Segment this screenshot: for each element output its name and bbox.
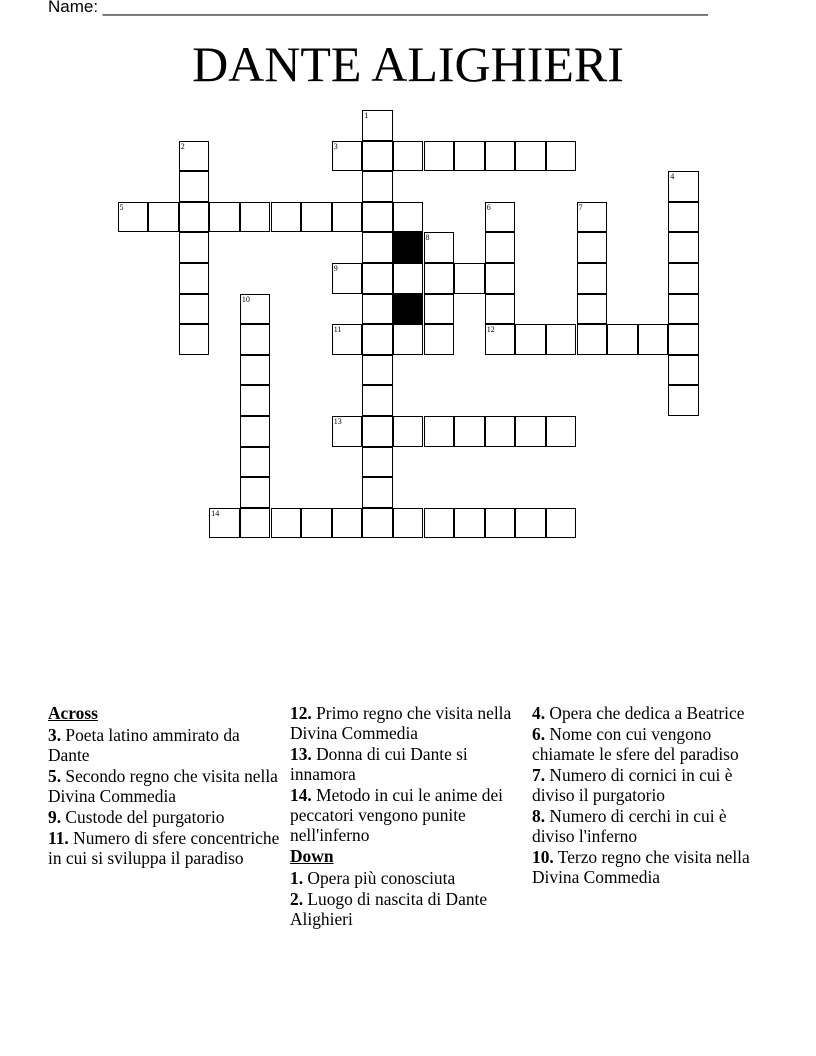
black-square — [393, 294, 424, 325]
grid-cell[interactable] — [424, 294, 455, 325]
grid-cell[interactable] — [638, 324, 669, 355]
clue-text: Opera che dedica a Beatrice — [549, 703, 745, 723]
grid-cell[interactable] — [424, 416, 455, 447]
grid-cell[interactable] — [546, 324, 577, 355]
clue-number: 10. — [532, 847, 554, 867]
grid-cell[interactable] — [209, 202, 240, 233]
clue-number: 11. — [48, 828, 69, 848]
clue-number: 7. — [532, 765, 546, 785]
grid-cell[interactable] — [271, 202, 302, 233]
clue-number-label: 2 — [180, 141, 185, 151]
black-square — [393, 232, 424, 263]
grid-cell[interactable] — [179, 263, 210, 294]
clue-across-14 — [290, 785, 522, 845]
grid-cell[interactable] — [577, 294, 608, 325]
clue-number: 5. — [48, 766, 62, 786]
grid-cell[interactable] — [515, 416, 546, 447]
clue-number: 1. — [290, 868, 304, 888]
grid-cell[interactable] — [393, 416, 424, 447]
clue-down-1 — [290, 868, 522, 888]
grid-cell[interactable] — [485, 263, 516, 294]
clue-number-label: 6 — [486, 202, 491, 212]
grid-cell[interactable] — [454, 508, 485, 539]
clue-number: 8. — [532, 806, 546, 826]
down-heading: Down — [290, 846, 334, 866]
clue-number: 9. — [48, 807, 62, 827]
grid-cell[interactable] — [332, 141, 363, 172]
grid-cell[interactable] — [515, 141, 546, 172]
clue-across-11 — [48, 828, 280, 868]
clues-column-3 — [532, 703, 764, 888]
grid-cell[interactable] — [424, 141, 455, 172]
grid-cell[interactable] — [424, 324, 455, 355]
grid-cell[interactable] — [485, 416, 516, 447]
grid-cell[interactable] — [362, 508, 393, 539]
name-field: Name: ________________________________________________________________ — [48, 0, 708, 16]
grid-cell[interactable] — [271, 508, 302, 539]
grid-cell[interactable] — [179, 171, 210, 202]
grid-cell[interactable] — [240, 508, 271, 539]
grid-cell[interactable] — [362, 324, 393, 355]
grid-cell[interactable] — [240, 477, 271, 508]
grid-cell[interactable] — [668, 385, 699, 416]
grid-cell[interactable] — [393, 202, 424, 233]
grid-cell[interactable] — [485, 294, 516, 325]
grid-cell[interactable] — [668, 294, 699, 325]
clue-number-label: 14 — [211, 508, 220, 518]
grid-cell[interactable] — [362, 141, 393, 172]
clue-across-12 — [290, 703, 522, 743]
clue-text: Secondo regno che visita nella Divina Commedia — [48, 766, 278, 806]
clue-text: Poeta latino ammirato da Dante — [48, 725, 240, 765]
clue-across-5 — [48, 766, 280, 806]
grid-cell[interactable] — [362, 416, 393, 447]
grid-cell[interactable] — [577, 202, 608, 233]
clue-down-6 — [532, 724, 764, 764]
grid-cell[interactable] — [454, 263, 485, 294]
grid-cell[interactable] — [577, 232, 608, 263]
clue-number-label: 8 — [425, 233, 430, 243]
grid-cell[interactable] — [240, 385, 271, 416]
clue-text: Terzo regno che visita nella Divina Commedia — [532, 847, 750, 887]
clue-number-label: 9 — [333, 264, 338, 273]
grid-cell[interactable] — [424, 508, 455, 539]
clue-number-label: 4 — [670, 172, 675, 182]
grid-cell[interactable] — [179, 294, 210, 325]
clue-number-label: 3 — [333, 141, 338, 151]
grid-cell[interactable] — [668, 263, 699, 294]
grid-cell[interactable] — [179, 232, 210, 263]
clue-down-10 — [532, 847, 764, 887]
grid-cell[interactable] — [179, 141, 210, 172]
grid-cell[interactable] — [148, 202, 179, 233]
grid-cell[interactable] — [362, 171, 393, 202]
grid-cell[interactable] — [485, 324, 516, 355]
grid-cell[interactable] — [240, 324, 271, 355]
grid-cell[interactable] — [454, 141, 485, 172]
clue-across-13 — [290, 744, 522, 784]
grid-cell[interactable] — [362, 294, 393, 325]
grid-cell[interactable] — [424, 263, 455, 294]
clue-text: Numero di cerchi in cui è diviso l'inferno — [532, 806, 727, 846]
clue-text: Primo regno che visita nella Divina Commedia — [290, 703, 512, 743]
grid-cell[interactable] — [393, 508, 424, 539]
grid-cell[interactable] — [485, 232, 516, 263]
clue-text: Metodo in cui le anime dei peccatori vengono punite nell'inferno — [290, 785, 504, 845]
clue-text: Luogo di nascita di Dante Alighieri — [290, 889, 488, 929]
grid-cell[interactable] — [362, 477, 393, 508]
clues-column-2 — [290, 703, 522, 930]
clue-text: Donna di cui Dante si innamora — [290, 744, 468, 784]
grid-cell[interactable] — [393, 324, 424, 355]
clue-number-label: 7 — [578, 202, 583, 212]
grid-cell[interactable] — [668, 324, 699, 355]
clue-down-2 — [290, 889, 522, 929]
grid-cell[interactable] — [668, 171, 699, 202]
grid-cell[interactable] — [240, 294, 271, 325]
clue-number: 13. — [290, 744, 312, 764]
clue-number-label: 5 — [119, 202, 124, 212]
grid-cell[interactable] — [362, 232, 393, 263]
clue-number: 6. — [532, 724, 546, 744]
grid-cell[interactable] — [485, 202, 516, 233]
clue-down-4 — [532, 703, 764, 723]
grid-cell[interactable] — [515, 508, 546, 539]
grid-cell[interactable] — [362, 202, 393, 233]
clue-number-label: 10 — [241, 294, 250, 304]
grid-cell[interactable] — [362, 355, 393, 386]
clue-number-label: 12 — [486, 325, 495, 335]
clue-number: 3. — [48, 725, 62, 745]
grid-cell[interactable] — [362, 447, 393, 478]
grid-cell[interactable] — [393, 141, 424, 172]
grid-cell[interactable] — [668, 355, 699, 386]
clues-column-1 — [48, 703, 280, 869]
grid-cell[interactable] — [485, 508, 516, 539]
grid-cell[interactable] — [332, 324, 363, 355]
grid-cell[interactable] — [515, 324, 546, 355]
grid-cell[interactable] — [362, 263, 393, 294]
grid-cell[interactable] — [240, 447, 271, 478]
across-heading: Across — [48, 703, 98, 723]
grid-cell[interactable] — [485, 141, 516, 172]
clue-number: 12. — [290, 703, 312, 723]
grid-cell[interactable] — [332, 416, 363, 447]
grid-cell[interactable] — [668, 202, 699, 233]
grid-cell[interactable] — [209, 508, 240, 539]
clue-number: 2. — [290, 889, 304, 909]
grid-cell[interactable] — [118, 202, 149, 233]
clue-down-8 — [532, 806, 764, 846]
clue-text: Custode del purgatorio — [65, 807, 225, 827]
grid-cell[interactable] — [546, 416, 577, 447]
grid-cell[interactable] — [332, 263, 363, 294]
grid-cell[interactable] — [179, 324, 210, 355]
clue-text: Opera più conosciuta — [307, 868, 456, 888]
grid-cell[interactable] — [546, 508, 577, 539]
grid-cell[interactable] — [332, 508, 363, 539]
page-title: DANTE ALIGHIERI — [192, 36, 624, 92]
clue-text: Numero di cornici in cui è diviso il purgatorio — [532, 765, 733, 805]
clue-text: Nome con cui vengono chiamate le sfere del paradiso — [532, 724, 739, 764]
grid-cell[interactable] — [179, 202, 210, 233]
grid-cell[interactable] — [546, 141, 577, 172]
grid-cell[interactable] — [240, 416, 271, 447]
grid-cell[interactable] — [424, 232, 455, 263]
grid-cell[interactable] — [607, 324, 638, 355]
grid-cell[interactable] — [577, 324, 608, 355]
grid-cell[interactable] — [301, 508, 332, 539]
grid-cell[interactable] — [454, 416, 485, 447]
clue-down-7 — [532, 765, 764, 805]
clue-number: 14. — [290, 785, 312, 805]
grid-cell[interactable] — [362, 385, 393, 416]
clue-across-3 — [48, 725, 280, 765]
grid-cell[interactable] — [668, 232, 699, 263]
clue-across-9 — [48, 807, 280, 827]
grid-cell[interactable] — [240, 202, 271, 233]
grid-cell[interactable] — [393, 263, 424, 294]
grid-cell[interactable] — [332, 202, 363, 233]
clue-text: Numero di sfere concentriche in cui si sviluppa il paradiso — [48, 828, 280, 868]
grid-cell[interactable] — [362, 110, 393, 141]
clue-number-label: 1 — [364, 111, 369, 120]
clue-number-label: 11 — [333, 325, 342, 335]
clue-number-label: 13 — [333, 417, 342, 426]
clue-number: 4. — [532, 703, 546, 723]
grid-cell[interactable] — [577, 263, 608, 294]
grid-cell[interactable] — [301, 202, 332, 233]
grid-cell[interactable] — [240, 355, 271, 386]
